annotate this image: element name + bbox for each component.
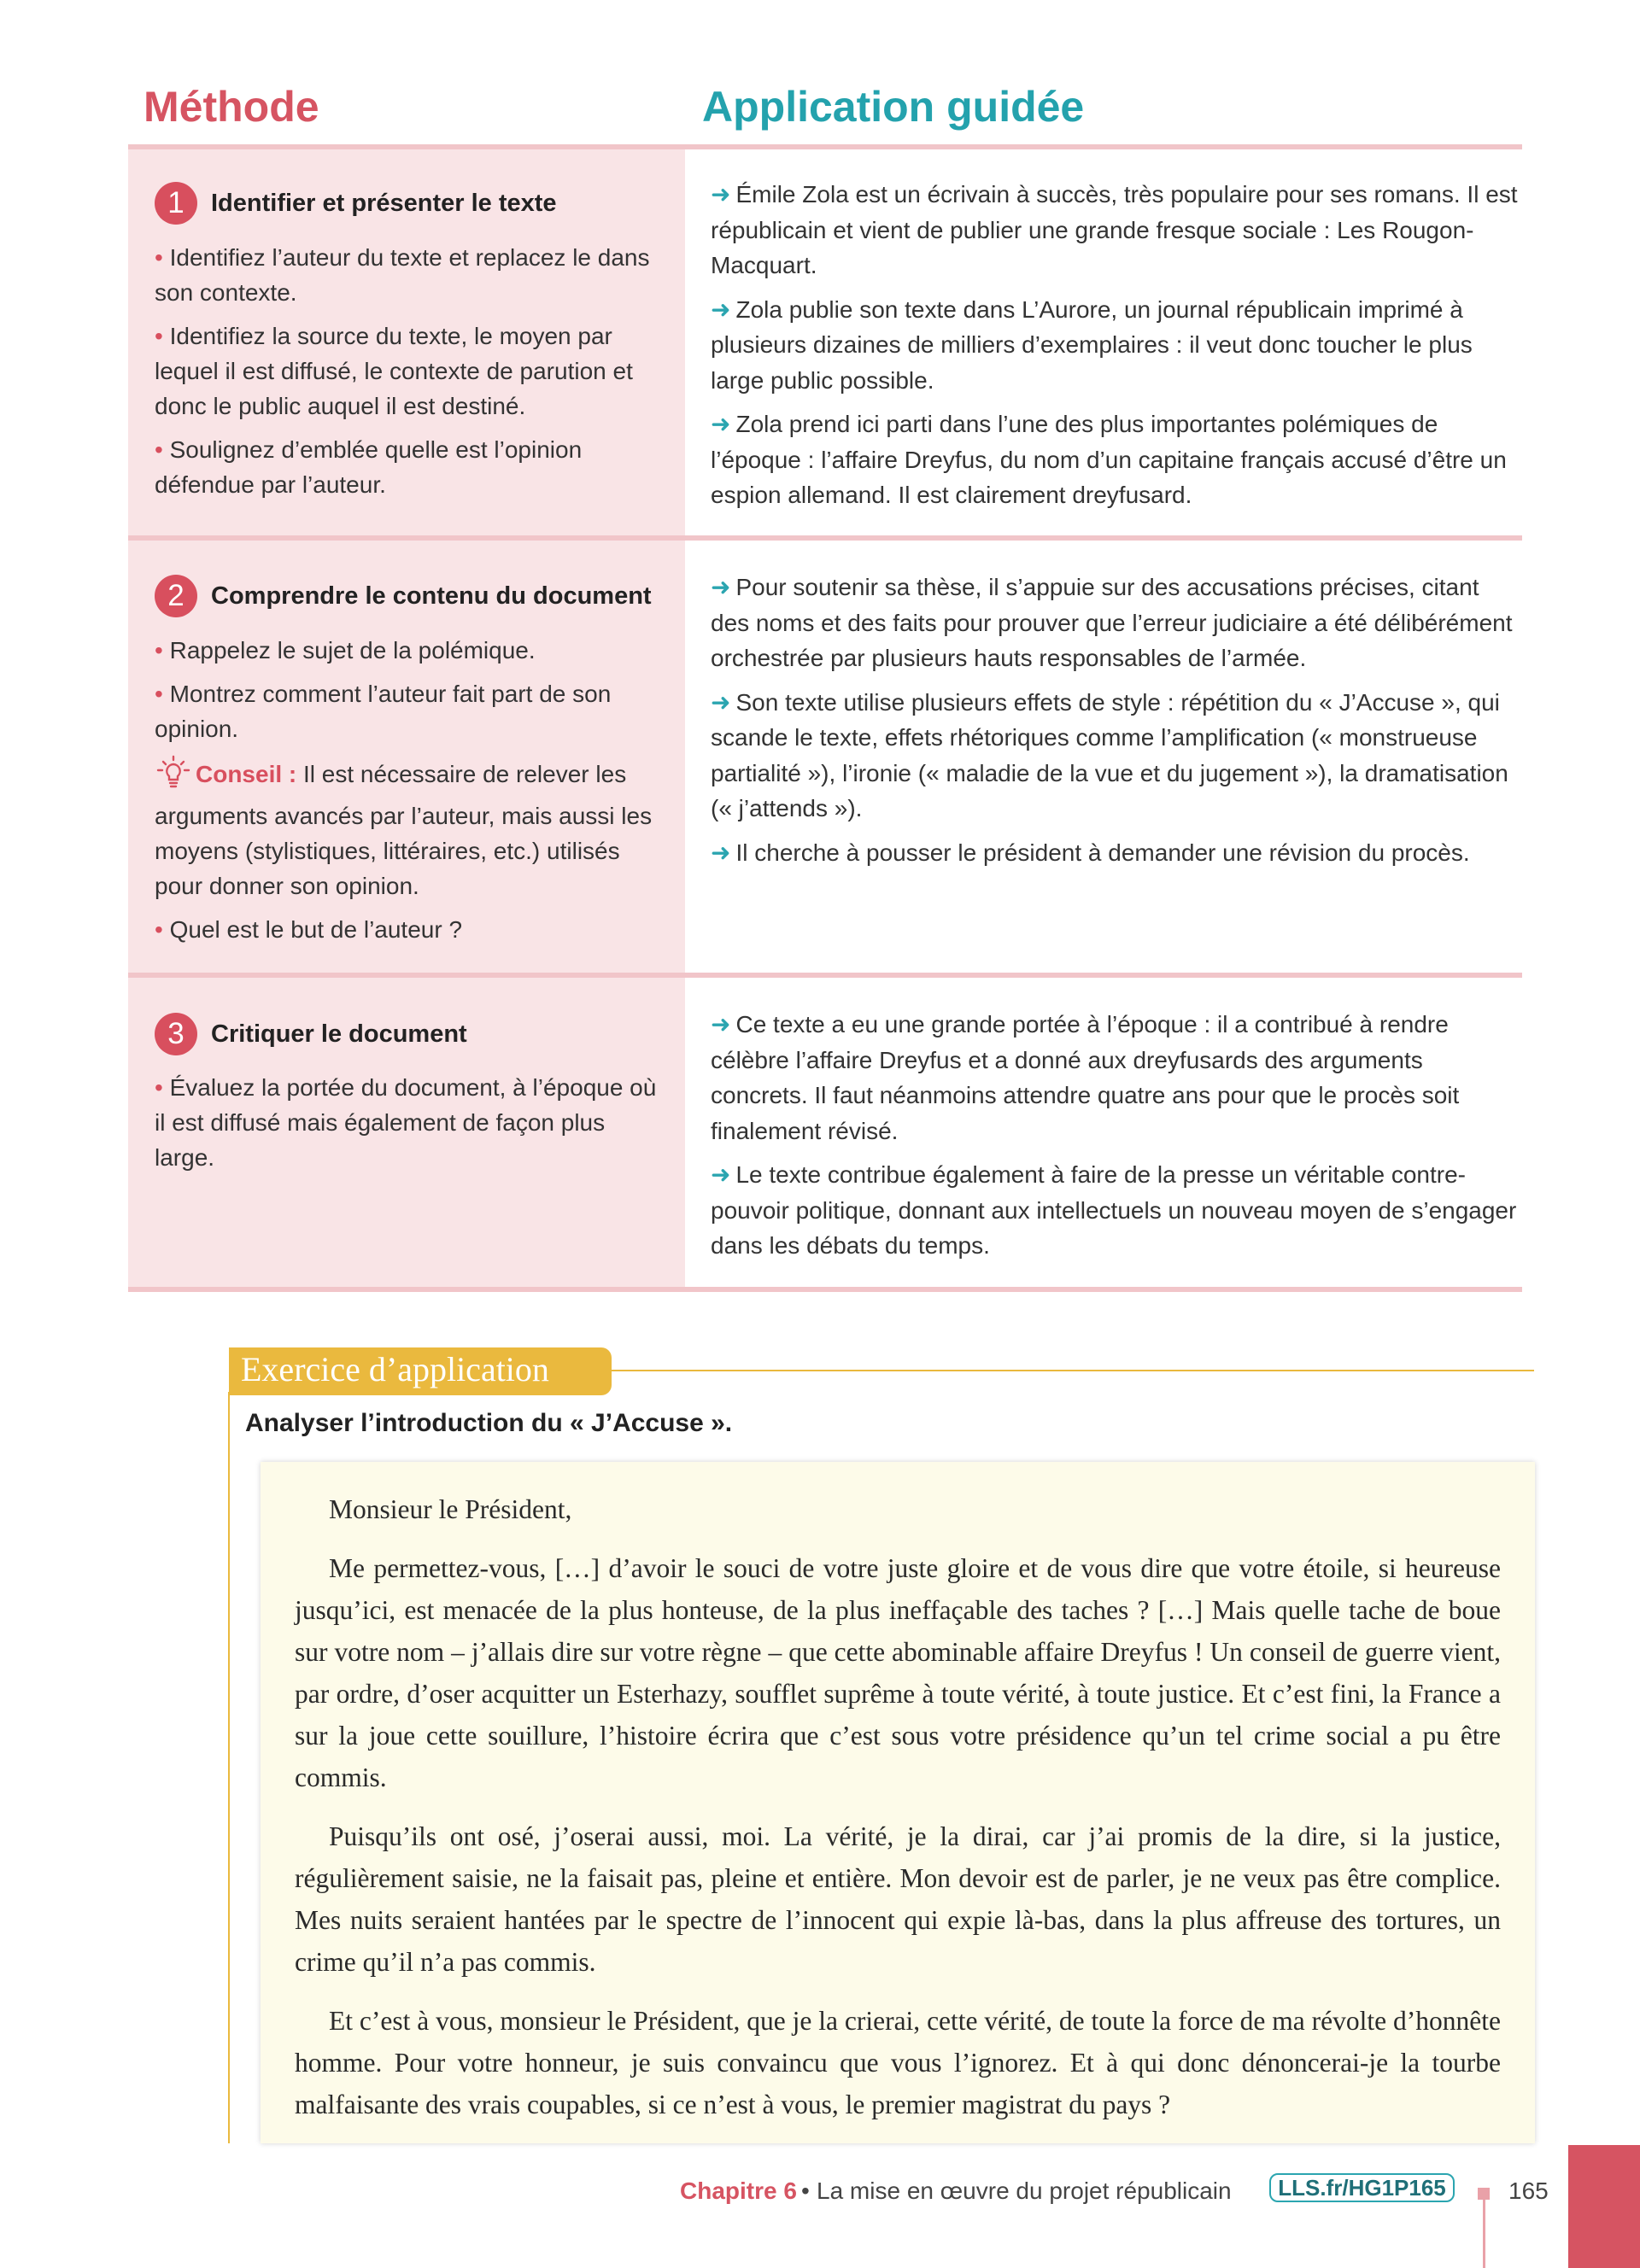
step-title: Critiquer le document — [211, 1020, 467, 1048]
method-list-step-1 — [155, 240, 667, 511]
quote-paragraph: Monsieur le Président, — [329, 1494, 572, 1524]
step-title: Identifier et présenter le texte — [211, 189, 557, 217]
step-number-badge: 1 — [155, 182, 197, 225]
footer-title: La mise en œuvre du projet républicain — [817, 2177, 1232, 2204]
quote-paragraph: Et c’est à vous, monsieur le Président, que je la crierai, cette vérité, de toute la force de ma révolte d’honnête homme. Pour votre honneur, je suis convaincu que vous l’ignorez. Et à qui donc dénoncerai-je la tourbe malfaisante des vrais coupables, si ce n’est à vous, le premier magistrat du pays ? — [295, 2006, 1501, 2119]
arrow-right-icon: ➜ — [711, 839, 731, 866]
step-2-header — [155, 575, 652, 617]
application-list-step-3 — [711, 1007, 1522, 1272]
application-item: ➜ Son texte utilise plusieurs effets de style : répétition du « J’Accuse », qui scande le texte, effets rhétoriques comme l’amplification (« monstrueuse partialité »), l’ironie (« maladie de la vue et du jugement »), la dramatisation (« j’attends »). — [711, 688, 1508, 821]
arrow-right-icon: ➜ — [711, 1011, 731, 1038]
page-number: 165 — [1508, 2177, 1549, 2204]
application-heading: Application guidée — [702, 83, 1085, 131]
method-item: • Identifiez l’auteur du texte et replacez le dans son contexte. — [155, 240, 667, 310]
arrow-right-icon: ➜ — [711, 295, 731, 323]
footer-marker — [1478, 2188, 1490, 2200]
arrow-right-icon: ➜ — [711, 574, 731, 600]
application-item: ➜ Le texte contribue également à faire de la presse un véritable contre-pouvoir politique, donnant aux intellectuels un nouveau moyen de s’engager dans les débats du temps. — [711, 1161, 1517, 1259]
exercise-vertical-rule — [228, 1392, 230, 2143]
step-3-header — [155, 1013, 467, 1055]
method-item: • Rappelez le sujet de la polémique. — [155, 633, 667, 668]
conseil-label: Conseil : — [196, 761, 297, 787]
page-edge-tab — [1568, 2145, 1640, 2268]
conseil-text: Il est nécessaire de relever les arguments avancés par l’auteur, mais aussi les moyens (stylistiques, littéraires, etc.) utilisés pour donner son opinion. — [155, 761, 653, 899]
method-heading: Méthode — [144, 83, 319, 131]
separator — [128, 1287, 1522, 1292]
application-item: ➜ Zola publie son texte dans L’Aurore, un journal républicain imprimé à plusieurs dizaines de milliers d’exemplaires : il veut donc toucher le plus large public possible. — [711, 295, 1473, 394]
step-number-badge: 3 — [155, 1013, 197, 1055]
exercise-label: Exercice d’application — [241, 1350, 549, 1388]
quote-paragraph: Puisqu’ils ont osé, j’oserai aussi, moi. La vérité, je la dirai, car j’ai promis de la dire, si la justice, régulièrement saisie, ne la faisait pas, pleine et entière. Mon devoir est de parler, je ne veux pas être complice. Mes nuits seraient hantées par le spectre de l’innocent qui expie là-bas, dans la plus affreuse des tortures, un crime qu’il n’a pas commis. — [295, 1821, 1501, 1977]
exercise-rule — [612, 1370, 1534, 1371]
method-item: • Soulignez d’emblée quelle est l’opinion défendue par l’auteur. — [155, 432, 667, 502]
application-list-step-1 — [711, 177, 1522, 522]
application-item: ➜ Il cherche à pousser le président à demander une révision du procès. — [711, 839, 1470, 866]
footer-marker-line — [1483, 2200, 1485, 2268]
separator — [128, 535, 1522, 541]
step-1-header — [155, 182, 557, 225]
method-list-step-2 — [155, 633, 667, 956]
method-item: • Montrez comment l’auteur fait part de son opinion. — [155, 676, 667, 746]
application-item: ➜ Zola prend ici parti dans l’une des plus importantes polémiques de l’époque : l’affaire Dreyfus, du nom d’un capitaine français accusé d’être un espion allemand. Il est clairement dreyfusard. — [711, 411, 1507, 508]
application-item: ➜ Pour soutenir sa thèse, il s’appuie sur des accusations précises, citant des noms et des faits pour prouver que l’erreur judiciaire a été délibérément orchestrée par plusieurs hauts responsables de l’armée. — [711, 574, 1513, 671]
step-number-badge: 2 — [155, 575, 197, 617]
step-title: Comprendre le contenu du document — [211, 582, 652, 610]
lightbulb-icon — [155, 755, 192, 798]
arrow-right-icon: ➜ — [711, 1161, 731, 1188]
application-item: ➜ Ce texte a eu une grande portée à l’époque : il a contribué à rendre célèbre l’affaire Dreyfus et a donné aux dreyfusards des arguments concrets. Il faut néanmoins attendre quatre ans pour que le procès soit finalement révisé. — [711, 1011, 1460, 1144]
separator — [128, 144, 1522, 149]
footer-separator: • — [801, 2177, 810, 2204]
method-list-step-3 — [155, 1070, 667, 1184]
quote-box — [261, 1462, 1535, 2143]
application-list-step-2 — [711, 570, 1522, 879]
quote-paragraph: Me permettez-vous, […] d’avoir le souci de votre juste gloire et de vous dire que votre étoile, si heureuse jusqu’ici, est menacée de la plus honteuse, de la plus ineffaçable des taches ? […] Mais quelle tache de boue sur votre nom – j’allais dire sur votre règne – que cette abominable affaire Dreyfus ! Un conseil de guerre vient, par ordre, d’oser acquitter un Esterhazy, soufflet suprême à toute vérité, à toute justice. Et c’est fini, la France a sur la joue cette souillure, l’histoire écrira que c’est sous votre présidence qu’un tel crime social a pu être commis. — [295, 1553, 1501, 1792]
application-item: ➜ Émile Zola est un écrivain à succès, très populaire pour ses romans. Il est républicain et vient de publier une grande fresque sociale : Les Rougon-Macquart. — [711, 181, 1518, 278]
footer-chapter: Chapitre 6 — [680, 2177, 797, 2204]
method-item: • Évaluez la portée du document, à l’époque où il est diffusé mais également de façon plus large. — [155, 1070, 667, 1175]
conseil-note — [155, 755, 667, 903]
method-item: • Identifiez la source du texte, le moyen par lequel il est diffusé, le contexte de parution et donc le public auquel il est destiné. — [155, 319, 667, 424]
arrow-right-icon: ➜ — [711, 411, 731, 437]
arrow-right-icon: ➜ — [711, 688, 731, 716]
separator — [128, 973, 1522, 978]
method-item: • Quel est le but de l’auteur ? — [155, 912, 667, 947]
arrow-right-icon: ➜ — [711, 181, 731, 208]
footer-link[interactable]: LLS.fr/HG1P165 — [1269, 2173, 1455, 2202]
exercise-instruction: Analyser l’introduction du « J’Accuse ». — [245, 1409, 733, 1437]
